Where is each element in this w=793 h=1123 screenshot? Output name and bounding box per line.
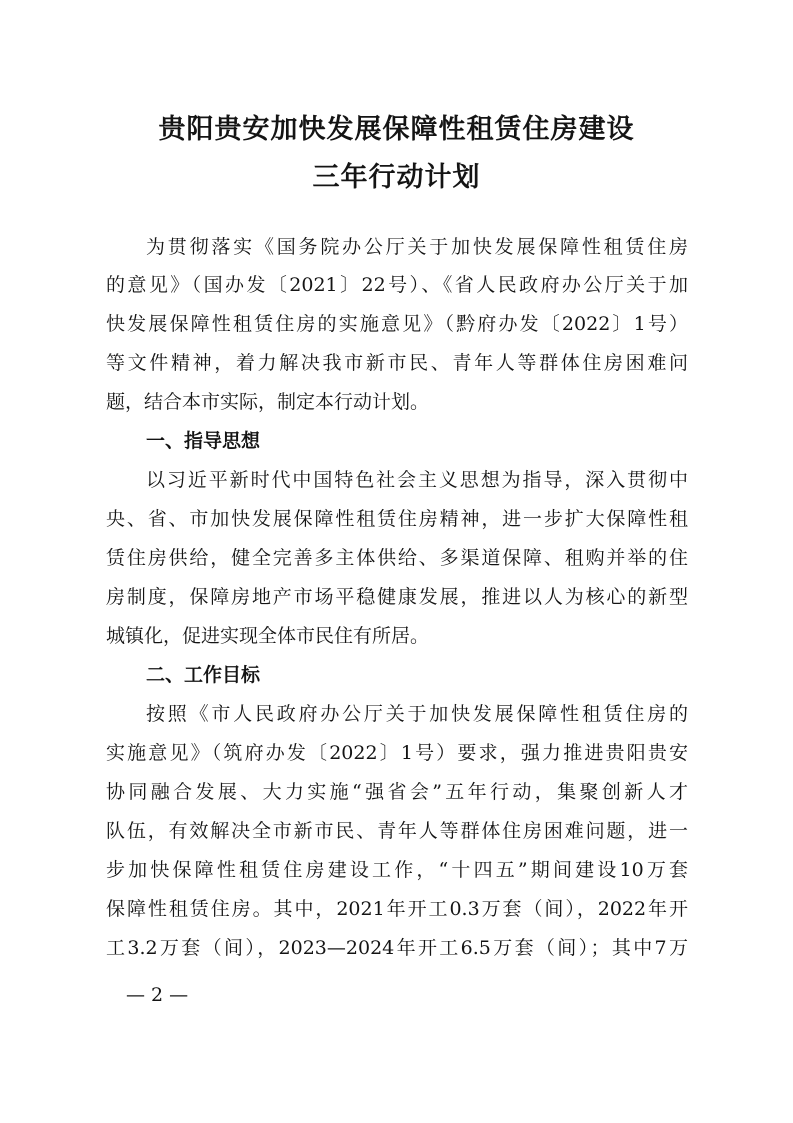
- section2-line: 协同融合发展、大力实施“强省会”五年行动，集聚创新人才: [106, 781, 688, 803]
- section1-line: 城镇化，促进实现全体市民住有所居。: [106, 625, 430, 647]
- section2-line: 步加快保障性租赁住房建设工作，“十四五”期间建设10万套: [106, 859, 688, 881]
- section1-line: 以习近平新时代中国特色社会主义思想为指导，深入贯彻中: [146, 469, 688, 491]
- section2-line: 队伍，有效解决全市新市民、青年人等群体住房困难问题，进一: [106, 820, 688, 842]
- section1-line: 房制度，保障房地产市场平稳健康发展，推进以人为核心的新型: [106, 586, 688, 608]
- section-heading-work-goals: 二、工作目标: [146, 664, 261, 686]
- section2-line: 按照《市人民政府办公厅关于加快发展保障性租赁住房的: [146, 703, 688, 725]
- intro-line: 等文件精神，着力解决我市新市民、青年人等群体住房困难问: [106, 352, 688, 374]
- document-title-line1: 贵阳贵安加快发展保障性租赁住房建设: [158, 114, 635, 145]
- page-number: — 2 —: [126, 984, 189, 1006]
- section1-line: 央、省、市加快发展保障性租赁住房精神，进一步扩大保障性租: [106, 508, 688, 530]
- section2-line: 实施意见》（筑府办发〔2022〕1号）要求，强力推进贵阳贵安: [106, 742, 688, 764]
- intro-line: 快发展保障性租赁住房的实施意见》（黔府办发〔2022〕1号）: [106, 313, 688, 335]
- intro-line: 题，结合本市实际，制定本行动计划。: [106, 391, 430, 413]
- intro-line: 的意见》（国办发〔2021〕22号）、《省人民政府办公厅关于加: [106, 274, 688, 296]
- section-heading-guiding-ideology: 一、指导思想: [146, 430, 261, 452]
- intro-line: 为贯彻落实《国务院办公厅关于加快发展保障性租赁住房: [146, 236, 688, 258]
- section1-line: 赁住房供给，健全完善多主体供给、多渠道保障、租购并举的住: [106, 547, 688, 569]
- section2-line: 工3.2万套（间），2023—2024年开工6.5万套（间）；其中7万: [106, 937, 688, 959]
- section2-line: 保障性租赁住房。其中，2021年开工0.3万套（间），2022年开: [106, 898, 688, 920]
- document-title-line2: 三年行动计划: [312, 162, 481, 193]
